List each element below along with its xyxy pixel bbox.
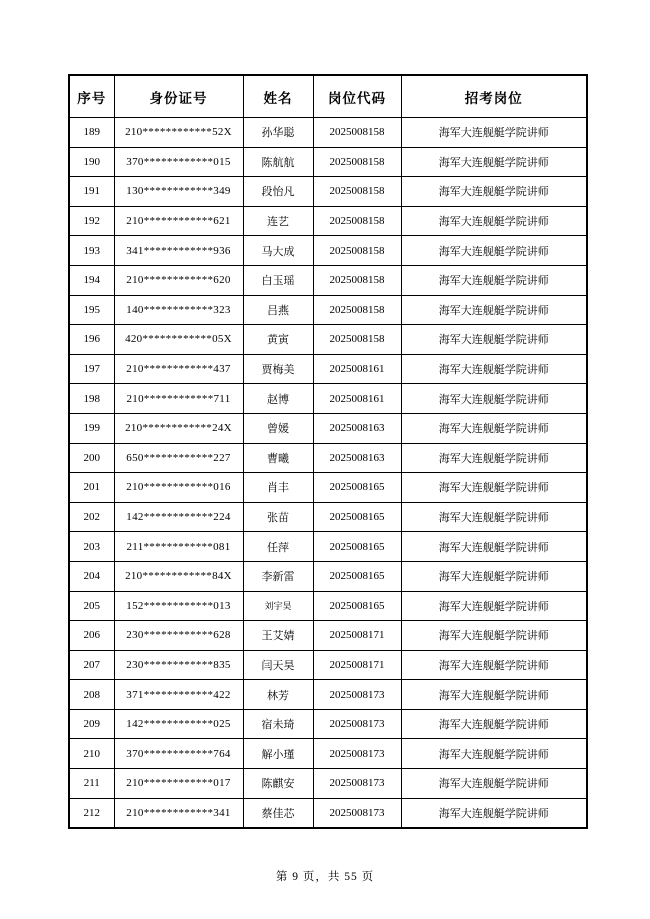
cell-code: 2025008171 [313, 650, 401, 680]
table-row [69, 295, 587, 325]
table-row [69, 325, 587, 355]
cell-code: 2025008158 [313, 295, 401, 325]
table-row [69, 739, 587, 769]
cell-seq: 194 [69, 265, 114, 295]
cell-seq: 209 [69, 709, 114, 739]
cell-position: 海军大连舰艇学院讲师 [401, 709, 587, 739]
cell-seq: 192 [69, 206, 114, 236]
table-body [69, 118, 587, 829]
cell-id-number: 210************437 [114, 354, 243, 384]
cell-name: 白玉瑶 [243, 265, 313, 295]
cell-name: 曾媛 [243, 413, 313, 443]
header-seq: 序号 [69, 75, 114, 118]
cell-seq: 200 [69, 443, 114, 473]
cell-seq: 197 [69, 354, 114, 384]
cell-name: 李新雷 [243, 561, 313, 591]
cell-seq: 201 [69, 473, 114, 503]
table-row [69, 532, 587, 562]
cell-code: 2025008158 [313, 325, 401, 355]
cell-seq: 203 [69, 532, 114, 562]
cell-name: 解小瑾 [243, 739, 313, 769]
table-row [69, 236, 587, 266]
table-row [69, 384, 587, 414]
cell-code: 2025008173 [313, 798, 401, 828]
cell-position: 海军大连舰艇学院讲师 [401, 798, 587, 828]
cell-seq: 204 [69, 561, 114, 591]
table-row [69, 473, 587, 503]
cell-name: 马大成 [243, 236, 313, 266]
cell-id-number: 210************24X [114, 413, 243, 443]
cell-seq: 198 [69, 384, 114, 414]
cell-position: 海军大连舰艇学院讲师 [401, 413, 587, 443]
cell-id-number: 370************764 [114, 739, 243, 769]
cell-code: 2025008161 [313, 384, 401, 414]
header-position: 招考岗位 [401, 75, 587, 118]
cell-id-number: 650************227 [114, 443, 243, 473]
cell-name: 宿未琦 [243, 709, 313, 739]
cell-position: 海军大连舰艇学院讲师 [401, 473, 587, 503]
table-row [69, 621, 587, 651]
cell-name: 赵博 [243, 384, 313, 414]
cell-name: 贾梅美 [243, 354, 313, 384]
cell-seq: 211 [69, 769, 114, 799]
table-row [69, 147, 587, 177]
cell-position: 海军大连舰艇学院讲师 [401, 236, 587, 266]
cell-name: 陈麒安 [243, 769, 313, 799]
cell-name: 孙华聪 [243, 118, 313, 148]
cell-id-number: 130************349 [114, 177, 243, 207]
cell-position: 海军大连舰艇学院讲师 [401, 769, 587, 799]
cell-id-number: 210************017 [114, 769, 243, 799]
cell-seq: 199 [69, 413, 114, 443]
cell-position: 海军大连舰艇学院讲师 [401, 561, 587, 591]
cell-id-number: 420************05X [114, 325, 243, 355]
cell-name: 曹曦 [243, 443, 313, 473]
table-row [69, 680, 587, 710]
cell-id-number: 210************621 [114, 206, 243, 236]
cell-code: 2025008163 [313, 413, 401, 443]
cell-name: 任萍 [243, 532, 313, 562]
cell-code: 2025008165 [313, 532, 401, 562]
cell-code: 2025008161 [313, 354, 401, 384]
table-row [69, 709, 587, 739]
cell-id-number: 142************025 [114, 709, 243, 739]
header-row [69, 75, 587, 118]
cell-position: 海军大连舰艇学院讲师 [401, 532, 587, 562]
table-row [69, 591, 587, 621]
cell-id-number: 210************620 [114, 265, 243, 295]
cell-seq: 191 [69, 177, 114, 207]
cell-seq: 207 [69, 650, 114, 680]
cell-id-number: 210************711 [114, 384, 243, 414]
cell-id-number: 371************422 [114, 680, 243, 710]
cell-code: 2025008173 [313, 769, 401, 799]
cell-position: 海军大连舰艇学院讲师 [401, 265, 587, 295]
table-row [69, 354, 587, 384]
cell-position: 海军大连舰艇学院讲师 [401, 147, 587, 177]
table-row [69, 177, 587, 207]
cell-name: 刘宇昊 [243, 591, 313, 621]
cell-code: 2025008165 [313, 591, 401, 621]
cell-name: 连艺 [243, 206, 313, 236]
recruitment-table [68, 74, 588, 829]
cell-name: 黄寅 [243, 325, 313, 355]
cell-seq: 210 [69, 739, 114, 769]
cell-id-number: 140************323 [114, 295, 243, 325]
cell-id-number: 230************835 [114, 650, 243, 680]
table-row [69, 650, 587, 680]
cell-position: 海军大连舰艇学院讲师 [401, 591, 587, 621]
cell-name: 吕燕 [243, 295, 313, 325]
table-row [69, 798, 587, 828]
cell-seq: 190 [69, 147, 114, 177]
cell-code: 2025008165 [313, 561, 401, 591]
cell-code: 2025008158 [313, 206, 401, 236]
cell-seq: 195 [69, 295, 114, 325]
cell-seq: 208 [69, 680, 114, 710]
cell-name: 林芳 [243, 680, 313, 710]
cell-id-number: 210************52X [114, 118, 243, 148]
cell-id-number: 341************936 [114, 236, 243, 266]
table-row [69, 502, 587, 532]
cell-seq: 193 [69, 236, 114, 266]
cell-id-number: 142************224 [114, 502, 243, 532]
cell-seq: 196 [69, 325, 114, 355]
cell-position: 海军大连舰艇学院讲师 [401, 384, 587, 414]
cell-id-number: 152************013 [114, 591, 243, 621]
cell-name: 陈航航 [243, 147, 313, 177]
header-name: 姓名 [243, 75, 313, 118]
cell-name: 闫天昊 [243, 650, 313, 680]
cell-position: 海军大连舰艇学院讲师 [401, 443, 587, 473]
cell-code: 2025008165 [313, 502, 401, 532]
cell-position: 海军大连舰艇学院讲师 [401, 650, 587, 680]
cell-code: 2025008165 [313, 473, 401, 503]
table-header [69, 75, 587, 118]
table-row [69, 561, 587, 591]
cell-name: 段怡凡 [243, 177, 313, 207]
table-row [69, 206, 587, 236]
page-number-footer: 第 9 页，共 55 页 [275, 871, 375, 883]
cell-position: 海军大连舰艇学院讲师 [401, 325, 587, 355]
cell-code: 2025008158 [313, 118, 401, 148]
cell-code: 2025008158 [313, 265, 401, 295]
cell-name: 蔡佳芯 [243, 798, 313, 828]
header-id-number: 身份证号 [114, 75, 243, 118]
cell-position: 海军大连舰艇学院讲师 [401, 295, 587, 325]
cell-code: 2025008158 [313, 177, 401, 207]
cell-seq: 212 [69, 798, 114, 828]
cell-code: 2025008173 [313, 680, 401, 710]
cell-code: 2025008158 [313, 236, 401, 266]
cell-code: 2025008173 [313, 709, 401, 739]
cell-code: 2025008173 [313, 739, 401, 769]
cell-code: 2025008171 [313, 621, 401, 651]
cell-position: 海军大连舰艇学院讲师 [401, 354, 587, 384]
cell-name: 肖丰 [243, 473, 313, 503]
cell-seq: 205 [69, 591, 114, 621]
table-row [69, 443, 587, 473]
cell-position: 海军大连舰艇学院讲师 [401, 118, 587, 148]
cell-seq: 206 [69, 621, 114, 651]
cell-seq: 202 [69, 502, 114, 532]
table-row [69, 118, 587, 148]
cell-id-number: 370************015 [114, 147, 243, 177]
cell-id-number: 230************628 [114, 621, 243, 651]
cell-id-number: 210************84X [114, 561, 243, 591]
cell-position: 海军大连舰艇学院讲师 [401, 739, 587, 769]
cell-id-number: 210************341 [114, 798, 243, 828]
cell-code: 2025008158 [313, 147, 401, 177]
cell-id-number: 211************081 [114, 532, 243, 562]
cell-position: 海军大连舰艇学院讲师 [401, 177, 587, 207]
table-row [69, 769, 587, 799]
cell-position: 海军大连舰艇学院讲师 [401, 502, 587, 532]
cell-id-number: 210************016 [114, 473, 243, 503]
cell-code: 2025008163 [313, 443, 401, 473]
cell-position: 海军大连舰艇学院讲师 [401, 206, 587, 236]
table-row [69, 265, 587, 295]
cell-position: 海军大连舰艇学院讲师 [401, 621, 587, 651]
cell-seq: 189 [69, 118, 114, 148]
cell-name: 王艾婧 [243, 621, 313, 651]
table-row [69, 413, 587, 443]
header-code: 岗位代码 [313, 75, 401, 118]
cell-name: 张苗 [243, 502, 313, 532]
cell-position: 海军大连舰艇学院讲师 [401, 680, 587, 710]
